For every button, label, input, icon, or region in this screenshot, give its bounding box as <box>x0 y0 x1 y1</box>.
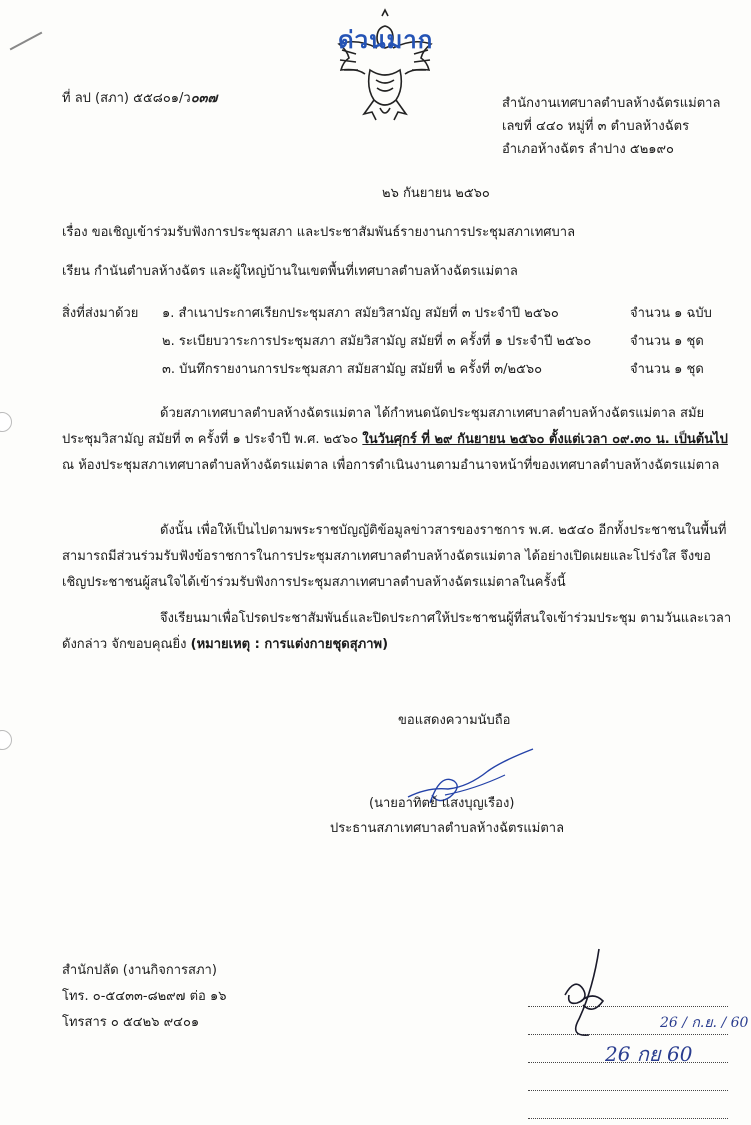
p1-text-c: ณ ห้องประชุมสภาเทศบาลตำบลห้างฉัตรแม่ตาล เพื่อการดำเนินงานตามอำนาจหน้าที่ของเทศบาลตำบลห้างฉัตรแม่ตาล <box>62 458 720 473</box>
p2-text: ดังนั้น เพื่อให้เป็นไปตามพระราชบัญญัติข้อมูลข่าวสารของราชการ พ.ศ. ๒๕๔๐ อีกทั้งประชาชนในพื้นที่สามารถมีส่วนร่วมรับฟังข้อราชการในการประชุมสภาเทศบาลตำบลห้างฉัตรแม่ตาล ได้อย่างเปิดเผยและโปร่งใส จึงขอเชิญประชาชนผู้สนใจได้เข้าร่วมรับฟังการประชุมสภาเทศบาลตำบลห้างฉัตรแม่ตาลในครั้งนี้ <box>62 523 727 590</box>
doc-number-text: ที่ ลป (สภา) ๕๕๘๐๑/ว <box>62 91 191 106</box>
enclosure-item-2: ๒. ระเบียบวาระการประชุมสภา สมัยวิสามัญ สมัยที่ ๓ ครั้งที่ ๑ ประจำปี ๒๕๖๐ <box>162 334 592 349</box>
enclosure-item-3: ๓. บันทึกรายงานการประชุมสภา สมัยสามัญ สมัยที่ ๒ ครั้งที่ ๓/๒๕๖๐ <box>162 362 543 377</box>
enclosures-label: สิ่งที่ส่งมาด้วย <box>62 306 139 321</box>
pen-mark <box>10 32 43 51</box>
footer-fax: โทรสาร ๐ ๕๔๒๖ ๙๔๐๑ <box>62 1015 200 1030</box>
signer-name: (นายอาทิตย์ แสงบุญเรือง) <box>369 796 515 811</box>
footer-phone: โทร. ๐-๕๔๓๓-๘๒๙๗ ต่อ ๑๖ <box>62 989 227 1004</box>
p1-text-a: ด้วยสภาเทศบาลตำบลห้างฉัตรแม่ตาล ได้กำหนดนัดประชุมสภาเทศบาลตำบลห้างฉัตรแม่ตาล สมัยประชุมวิสามัญ สมัยที่ ๓ ครั้งที่ ๑ ประจำปี พ.ศ. ๒๕๖๐ <box>62 406 705 447</box>
recipient-line: เรียน กำนันตำบลห้างฉัตร และผู้ใหญ่บ้านในเขตพื้นที่เทศบาลตำบลห้างฉัตรแม่ตาล <box>62 264 518 279</box>
enclosure-qty-1: จำนวน ๑ ฉบับ <box>630 306 712 321</box>
doc-number-handwritten: ๐๓๗ <box>190 91 218 106</box>
enclosure-qty-2: จำนวน ๑ ชุด <box>630 334 704 349</box>
meeting-datetime: ในวันศุกร์ ที่ ๒๙ กันยายน ๒๕๖๐ ตั้งแต่เวลา ๐๙.๓๐ น. เป็นต้นไป <box>362 432 728 447</box>
footer-dept: สำนักปลัด (งานกิจการสภา) <box>62 963 217 978</box>
office-address <box>502 92 720 161</box>
office-line-2: เลขที่ ๔๔๐ หมู่ที่ ๓ ตำบลห้างฉัตร <box>502 119 690 134</box>
routing-date-2: 26 กย 60 <box>605 1042 693 1066</box>
document-date: ๒๖ กันยายน ๒๕๖๐ <box>382 186 490 201</box>
routing-line-5 <box>528 1100 728 1119</box>
urgency-stamp: ด่วนมาก <box>338 25 434 54</box>
body-paragraph-3 <box>62 606 732 658</box>
signer-title: ประธานสภาเทศบาลตำบลห้างฉัตรแม่ตาล <box>330 821 565 836</box>
routing-date-1: 26 / ก.ย. / 60 <box>660 1015 749 1031</box>
enclosure-item-1: ๑. สำเนาประกาศเรียกประชุมสภา สมัยวิสามัญ สมัยที่ ๓ ประจำปี ๒๕๖๐ <box>162 306 559 321</box>
hole-punch-bottom <box>0 730 12 750</box>
office-line-1: สำนักงานเทศบาลตำบลห้างฉัตรแม่ตาล <box>502 96 721 111</box>
routing-line-4 <box>528 1072 728 1091</box>
routing-initials <box>555 945 625 1045</box>
dress-code-note: (หมายเหตุ : การแต่งกายชุดสุภาพ) <box>190 637 389 652</box>
body-paragraph-1 <box>62 401 732 479</box>
subject-line: เรื่อง ขอเชิญเข้าร่วมรับฟังการประชุมสภา และประชาสัมพันธ์รายงานการประชุมสภาเทศบาล <box>62 225 576 240</box>
body-paragraph-2 <box>62 518 732 596</box>
closing-salutation: ขอแสดงความนับถือ <box>398 713 511 728</box>
enclosure-qty-3: จำนวน ๑ ชุด <box>630 362 704 377</box>
office-line-3: อำเภอห้างฉัตร ลำปาง ๕๒๑๙๐ <box>502 142 674 157</box>
doc-number <box>62 90 217 108</box>
hole-punch-top <box>0 412 12 432</box>
p3-text: จึงเรียนมาเพื่อโปรดประชาสัมพันธ์และปิดประกาศให้ประชาชนผู้ที่สนใจเข้าร่วมประชุม ตามวันและเวลาดังกล่าว จักขอบคุณยิ่ง <box>62 611 732 652</box>
